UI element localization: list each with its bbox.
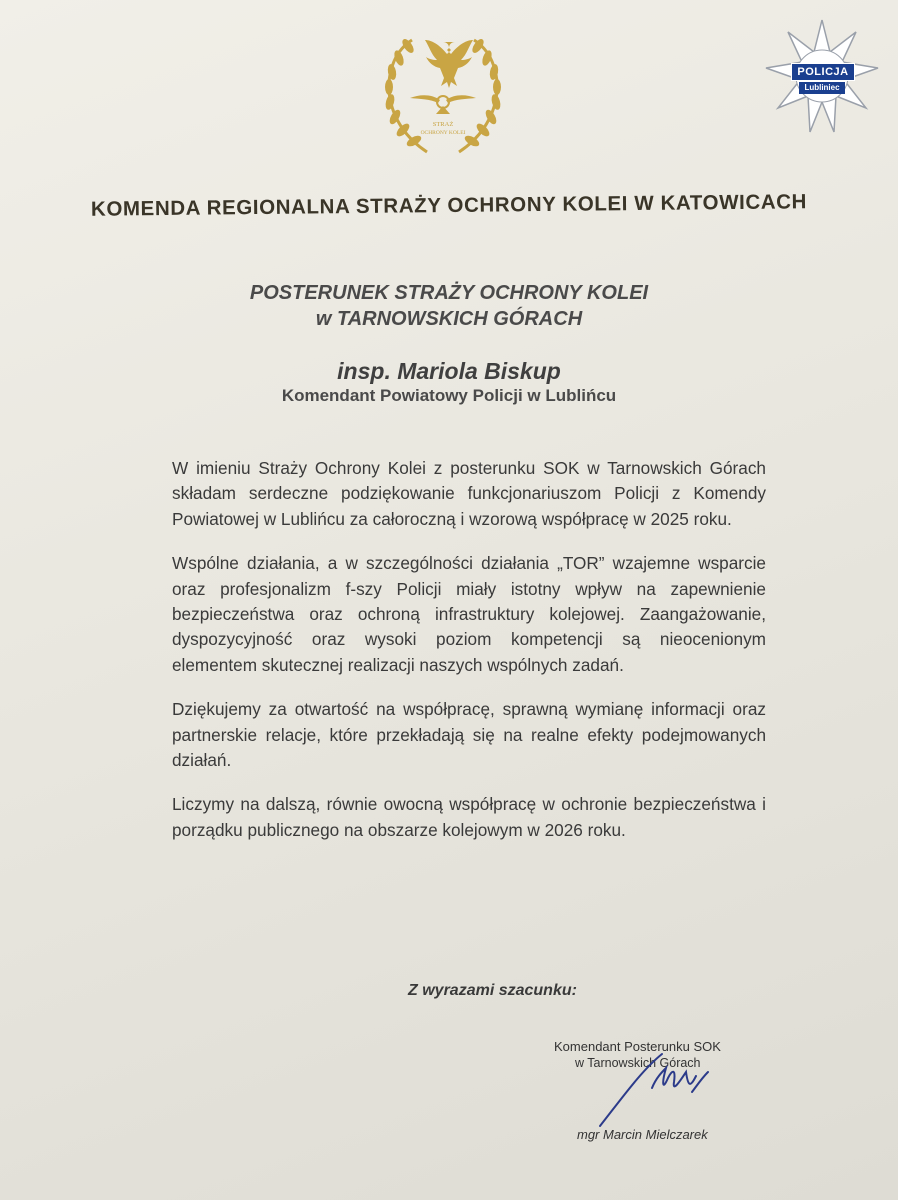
emblem-text-line2: OCHRONY KOLEI <box>420 130 466 136</box>
sok-wreath-eagle-emblem-icon <box>372 20 514 162</box>
signer-title-line2: w Tarnowskich Górach <box>575 1056 701 1070</box>
organization-title: KOMENDA REGIONALNA STRAŻY OCHRONY KOLEI W KATOWICACH <box>90 190 808 221</box>
signer-title-line1: Komendant Posterunku SOK <box>554 1039 721 1054</box>
body-paragraph-3: Dziękujemy za otwartość na współpracę, sprawną wymianę informacji oraz partnerskie relacje, które przekładają się na realne efekty podejmowanych działań. <box>172 699 766 771</box>
body-paragraph-2: Wspólne działania, a w szczególności działania „TOR” wzajemne wsparcie oraz profesjonalizm f-szy Policji miały istotny wpływ na zapewnienie bezpieczeństwa oraz ochroną infrastruktury kolejowej. Zaangażowanie, dyspozycyjność oraz wysoki poziom kompetencji są nieocenionym elementem skutecznej realizacji naszych wspólnych zadań. <box>172 553 766 675</box>
letter-body <box>172 456 766 862</box>
emblem-text-line1: STRAŻ <box>432 121 454 128</box>
handwritten-signature-icon <box>592 1048 712 1128</box>
recipient-name: insp. Mariola Biskup <box>337 358 561 384</box>
body-paragraph-1: W imieniu Straży Ochrony Kolei z posterunku SOK w Tarnowskich Górach składam serdeczne podziękowanie funkcjonariuszom Policji z Komendy Powiatowej w Lublińcu za całoroczną i wzorową współpracę w 2025 roku. <box>172 458 766 529</box>
unit-title <box>0 280 898 332</box>
signature-block <box>540 1036 790 1156</box>
badge-bottom-label: Lubliniec <box>799 82 845 94</box>
unit-title-line2: w TARNOWSKICH GÓRACH <box>315 308 583 330</box>
recipient-role: Komendant Powiatowy Policji w Lublińcu <box>281 386 617 405</box>
policja-star-badge-icon <box>764 18 880 134</box>
closing-salutation: Z wyrazami szacunku: <box>408 982 577 999</box>
unit-title-line1: POSTERUNEK STRAŻY OCHRONY KOLEI <box>249 282 649 304</box>
badge-top-label: POLICJA <box>791 63 855 81</box>
signer-name: mgr Marcin Mielczarek <box>577 1127 708 1142</box>
body-paragraph-4: Liczymy na dalszą, równie owocną współpracę w ochronie bezpieczeństwa i porządku publicznego na obszarze kolejowym w 2026 roku. <box>172 794 766 840</box>
